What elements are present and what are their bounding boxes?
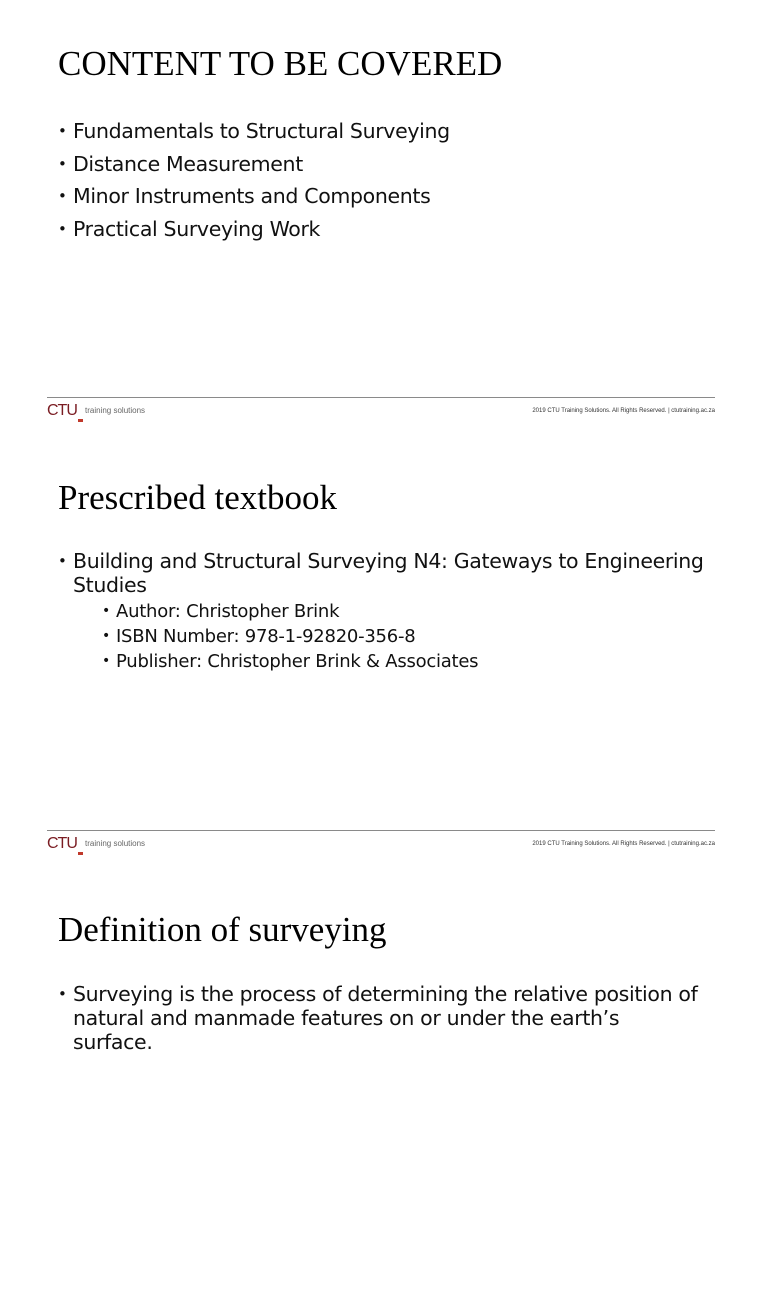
list-item-text: Practical Surveying Work xyxy=(73,216,321,241)
bullet-icon: • xyxy=(102,653,111,669)
footer-copyright: 2019 CTU Training Solutions. All Rights Reserved. | ctutraining.ac.za xyxy=(532,408,715,414)
slide-title: CONTENT TO BE COVERED xyxy=(58,44,503,83)
list-item xyxy=(58,115,450,148)
footer-divider xyxy=(47,830,715,831)
list-item xyxy=(58,148,450,181)
sub-list-item xyxy=(102,599,718,624)
slide-definition-of-surveying xyxy=(0,866,768,1299)
bullet-icon: • xyxy=(102,603,111,619)
logo-accent-icon xyxy=(78,852,83,855)
bullet-icon: • xyxy=(58,552,67,570)
ctu-logo xyxy=(47,401,207,427)
ctu-logo xyxy=(47,834,207,860)
bullet-icon: • xyxy=(58,154,67,173)
sub-list-item-text: ISBN Number: 978-1-92820-356-8 xyxy=(116,626,416,647)
list-item xyxy=(58,213,450,246)
sub-list-item xyxy=(102,649,718,674)
bullet-list xyxy=(58,982,698,1054)
list-item-text: Fundamentals to Structural Surveying xyxy=(73,119,450,143)
bullet-icon: • xyxy=(58,187,67,205)
slide-title: Prescribed textbook xyxy=(58,478,337,517)
list-item xyxy=(58,549,718,674)
sub-list-item xyxy=(102,624,718,649)
sub-bullet-list xyxy=(73,599,718,674)
slide-title: Definition of surveying xyxy=(58,910,387,949)
sub-list-item-text: Publisher: Christopher Brink & Associates xyxy=(116,651,479,672)
list-item-text: Building and Structural Surveying N4: Gateways to Engineering Studies xyxy=(73,549,704,597)
list-item-text: Minor Instruments and Components xyxy=(73,184,431,208)
bullet-icon: • xyxy=(58,219,67,238)
logo-mark: CTU xyxy=(47,402,77,419)
logo-tagline: training solutions xyxy=(85,839,146,848)
logo-tagline: training solutions xyxy=(85,406,146,415)
list-item-text: Distance Measurement xyxy=(73,151,303,176)
bullet-icon: • xyxy=(58,985,67,1003)
list-item xyxy=(58,180,450,213)
sub-list-item-text: Author: Christopher Brink xyxy=(116,601,340,622)
bullet-list xyxy=(58,549,718,674)
logo-accent-icon xyxy=(78,419,83,422)
bullet-icon: • xyxy=(58,122,67,140)
list-item xyxy=(58,982,698,1054)
footer-copyright: 2019 CTU Training Solutions. All Rights Reserved. | ctutraining.ac.za xyxy=(532,841,715,847)
bullet-list xyxy=(58,115,450,245)
slide-prescribed-textbook xyxy=(0,433,768,866)
bullet-icon: • xyxy=(102,628,111,644)
slide-content-to-be-covered xyxy=(0,0,768,433)
logo-mark: CTU xyxy=(47,835,77,852)
footer-divider xyxy=(47,397,715,398)
list-item-text: Surveying is the process of determining the relative position of natural and manmade features on or under the earth’s surface. xyxy=(73,982,698,1054)
